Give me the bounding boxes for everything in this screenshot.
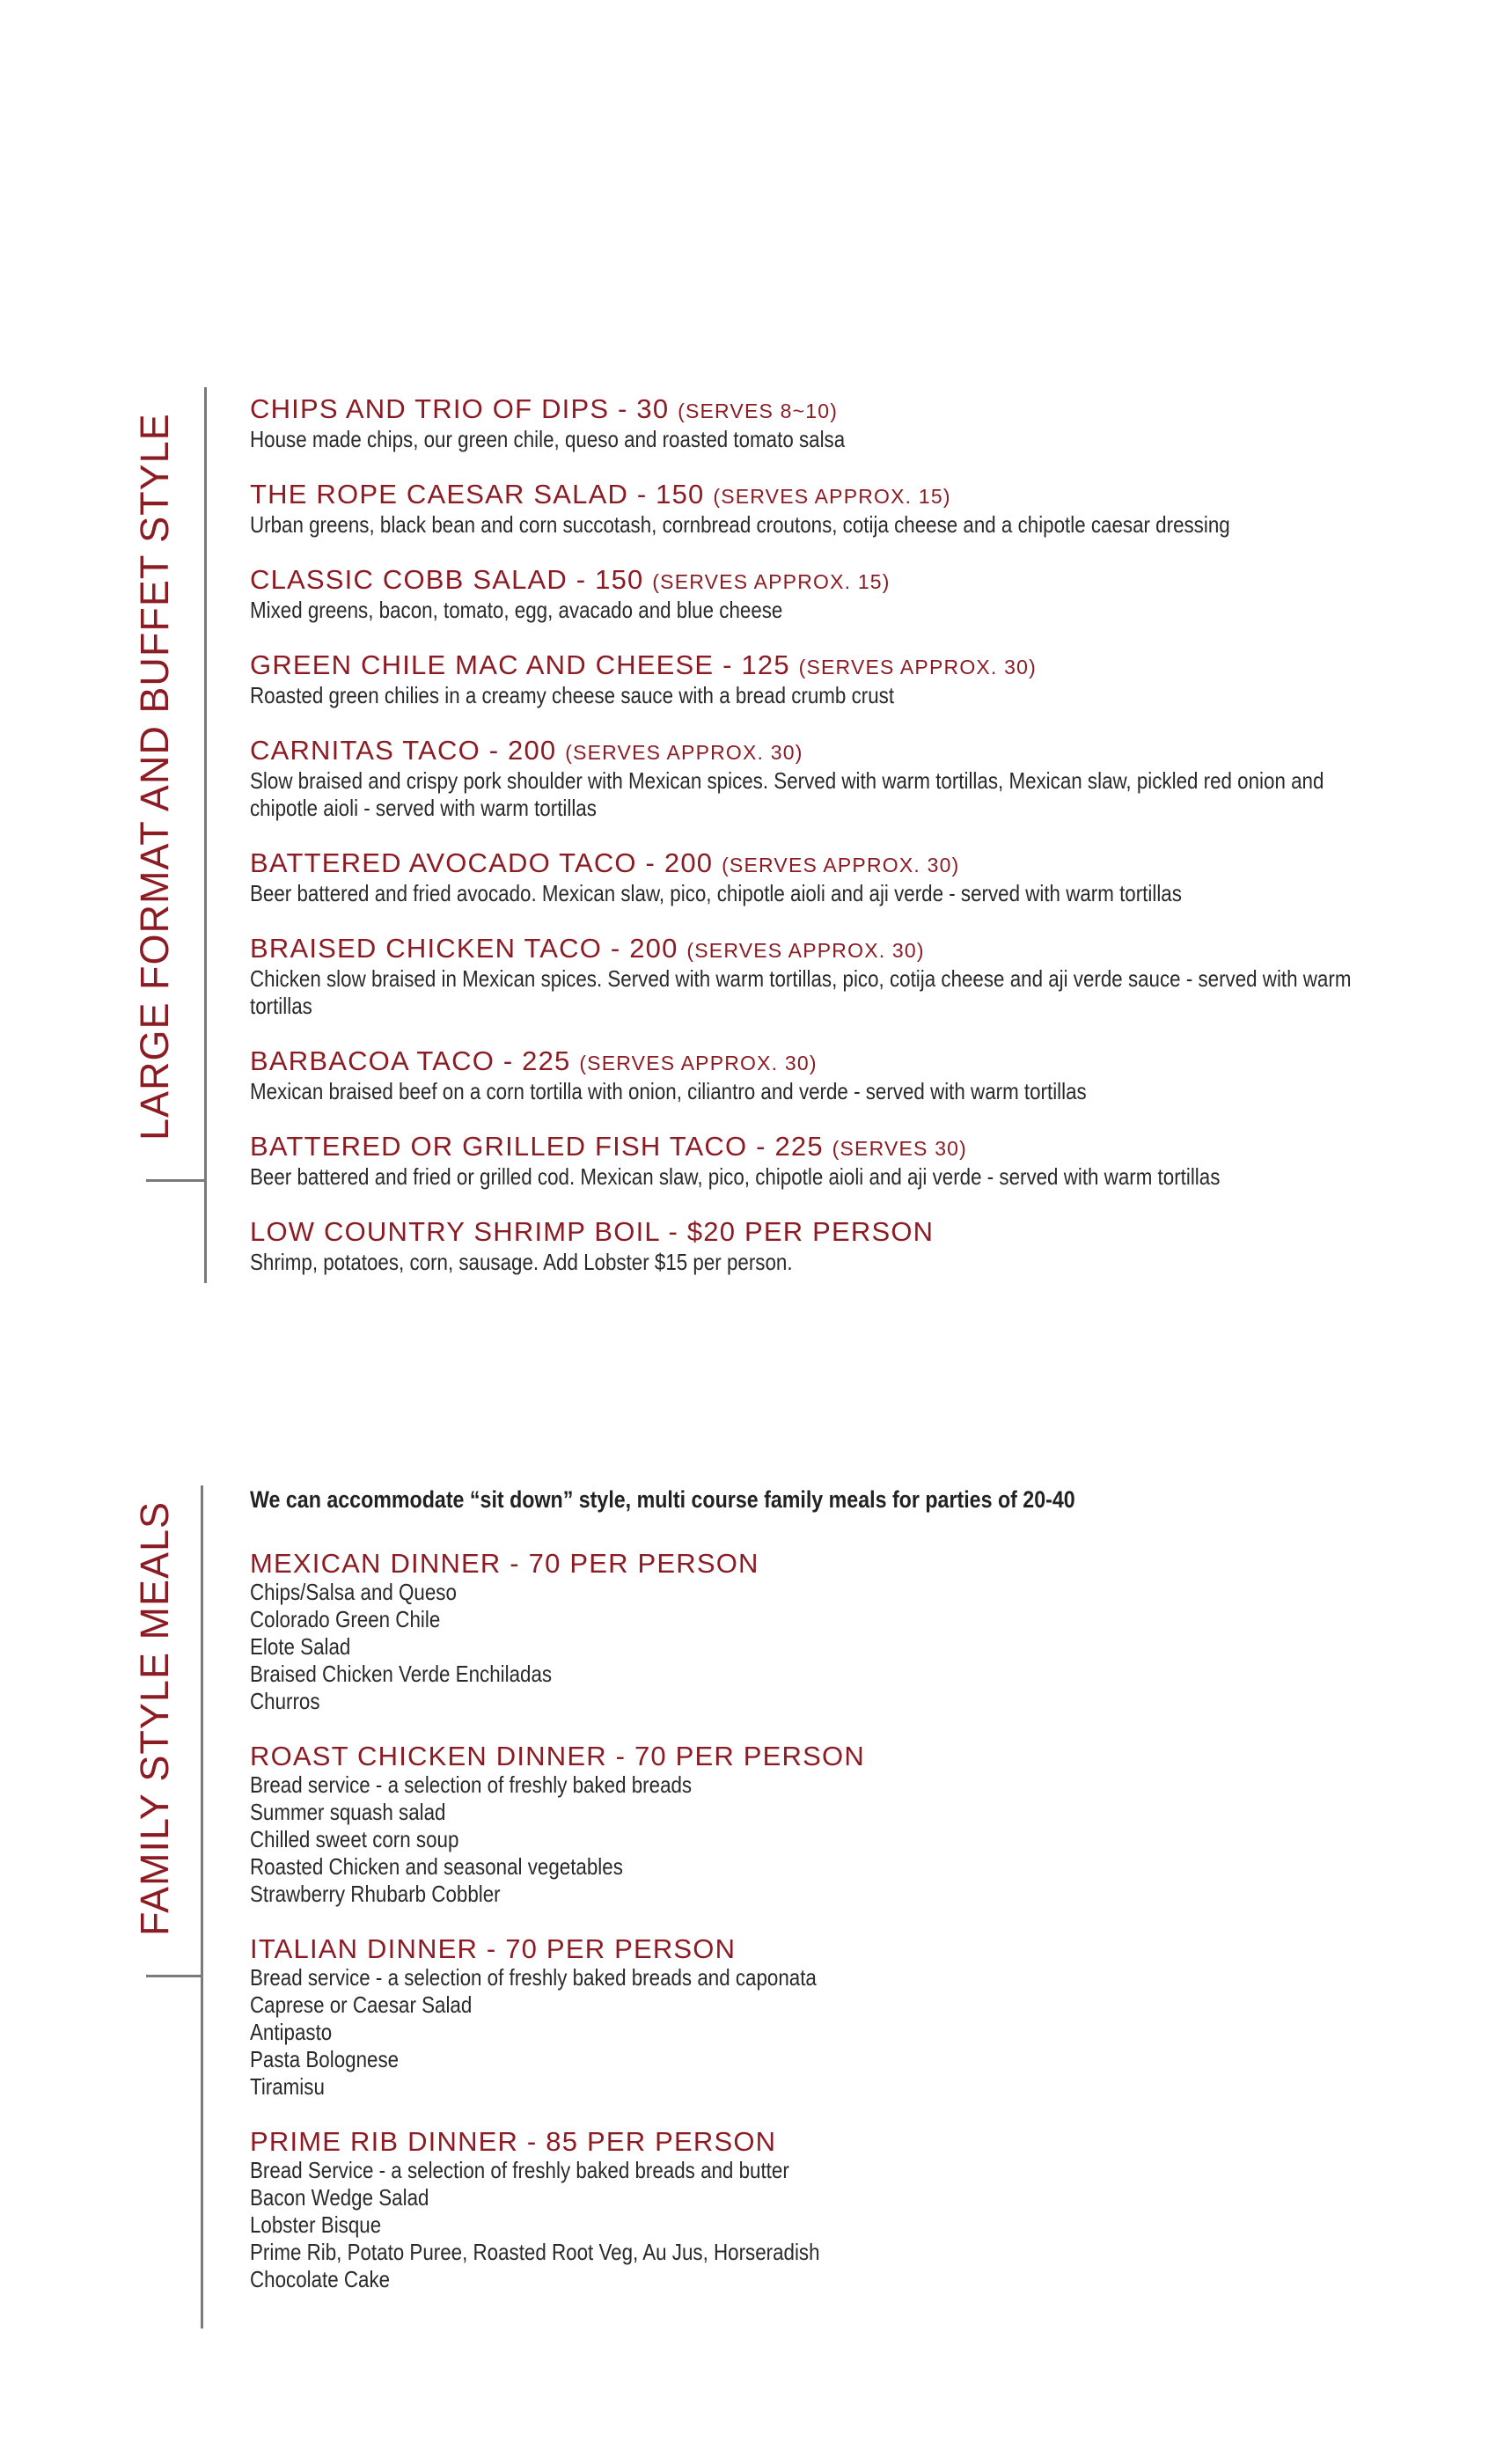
family-meal-course: Colorado Green Chile <box>250 1606 441 1632</box>
menu-item-title: CLASSIC COBB SALAD - 150 (SERVES APPROX. 15) <box>250 564 891 595</box>
menu-item-description: Mixed greens, bacon, tomato, egg, avacado and blue cheese <box>250 597 783 623</box>
family-meal-course: Pasta Bolognese <box>250 2046 400 2072</box>
menu-item <box>250 934 1394 1020</box>
menu-item <box>250 1046 1394 1105</box>
family-style-intro: We can accommodate “sit down” style, multi course family meals for parties of 20-40 <box>250 1486 1075 1513</box>
family-meal-course: Bacon Wedge Salad <box>250 2184 429 2211</box>
family-meal-course: Elote Salad <box>250 1633 351 1660</box>
menu-item-description: Shrimp, potatoes, corn, sausage. Add Lobster $15 per person. <box>250 1249 793 1275</box>
family-style-sidebar <box>0 1485 211 2330</box>
family-meal-course: Summer squash salad <box>250 1799 446 1825</box>
family-meal-course: Churros <box>250 1688 320 1714</box>
family-meal-title: PRIME RIB DINNER - 85 PER PERSON <box>250 2126 777 2157</box>
large-format-section <box>0 387 1496 1285</box>
menu-item-title: LOW COUNTRY SHRIMP BOIL - $20 PER PERSON <box>250 1216 935 1247</box>
menu-item-description: Mexican braised beef on a corn tortilla with onion, ciliantro and verde - served with warm tortillas <box>250 1078 1087 1104</box>
menu-item-title: BATTERED AVOCADO TACO - 200 (SERVES APPROX. 30) <box>250 847 960 878</box>
menu-item-title: BRAISED CHICKEN TACO - 200 (SERVES APPROX. 30) <box>250 933 925 964</box>
menu-item-description: Chicken slow braised in Mexican spices. Served with warm tortillas, pico, cotija cheese and aji verde sauce - served with warm tortillas <box>250 965 1352 1019</box>
menu-item-title: BARBACOA TACO - 225 (SERVES APPROX. 30) <box>250 1045 818 1076</box>
family-style-rule-tick <box>146 1975 202 1977</box>
large-format-items <box>250 394 1394 1302</box>
family-meal-course: Chips/Salsa and Queso <box>250 1579 457 1605</box>
menu-item <box>250 565 1394 624</box>
menu-item-description: House made chips, our green chile, queso and roasted tomato salsa <box>250 426 846 452</box>
menu-item-serves: (SERVES 8~10) <box>678 400 839 422</box>
family-meal-course: Strawberry Rhubarb Cobbler <box>250 1881 501 1907</box>
family-meal-course: Roasted Chicken and seasonal vegetables <box>250 1853 623 1880</box>
family-meal-course: Bread service - a selection of freshly baked breads and caponata <box>250 1964 817 1991</box>
menu-item-description: Beer battered and fried avocado. Mexican slaw, pico, chipotle aioli and aji verde - served with warm tortillas <box>250 880 1182 906</box>
family-meal-courses <box>250 1964 1394 2101</box>
family-meal-course: Chocolate Cake <box>250 2266 391 2292</box>
family-meal-course: Bread Service - a selection of freshly baked breads and butter <box>250 2157 789 2183</box>
menu-item <box>250 736 1394 822</box>
family-meal-courses <box>250 1771 1394 1908</box>
menu-item <box>250 394 1394 453</box>
family-meal <box>250 1549 1394 1715</box>
family-meal-course: Bread service - a selection of freshly baked breads <box>250 1771 693 1798</box>
menu-item <box>250 650 1394 709</box>
family-style-items <box>250 1485 1394 2320</box>
family-meal-title: ITALIAN DINNER - 70 PER PERSON <box>250 1933 737 1964</box>
menu-item-title: CARNITAS TACO - 200 (SERVES APPROX. 30) <box>250 735 803 766</box>
menu-item-serves: (SERVES APPROX. 30) <box>686 939 925 962</box>
family-meal <box>250 1934 1394 2101</box>
family-meal <box>250 2127 1394 2293</box>
menu-item-description: Beer battered and fried or grilled cod. Mexican slaw, pico, chipotle aioli and aji verde - served with warm tortillas <box>250 1163 1221 1190</box>
menu-item <box>250 848 1394 907</box>
family-style-section <box>0 1485 1496 2330</box>
family-meal <box>250 1742 1394 1908</box>
family-meal-course: Chilled sweet corn soup <box>250 1826 459 1852</box>
menu-item-title: CHIPS AND TRIO OF DIPS - 30 (SERVES 8~10) <box>250 393 839 424</box>
menu-item-serves: (SERVES APPROX. 15) <box>713 485 951 508</box>
menu-item-description: Roasted green chilies in a creamy cheese sauce with a bread crumb crust <box>250 682 895 708</box>
large-format-heading: LARGE FORMAT AND BUFFET STYLE <box>132 413 177 1140</box>
family-meal-course: Antipasto <box>250 2019 333 2045</box>
menu-item-serves: (SERVES APPROX. 15) <box>652 570 891 593</box>
family-meal-courses <box>250 1579 1394 1715</box>
menu-item-description: Urban greens, black bean and corn succotash, cornbread croutons, cotija cheese and a chipotle caesar dressing <box>250 511 1230 538</box>
menu-item-serves: (SERVES APPROX. 30) <box>722 854 960 876</box>
large-format-sidebar <box>0 387 211 1285</box>
family-meal-courses <box>250 2157 1394 2293</box>
menu-item-serves: (SERVES 30) <box>832 1137 968 1160</box>
menu-item-serves: (SERVES APPROX. 30) <box>798 656 1037 678</box>
family-meal-course: Tiramisu <box>250 2073 325 2100</box>
large-format-rule <box>204 387 207 1283</box>
large-format-rule-tick <box>146 1179 206 1182</box>
family-meal-course: Lobster Bisque <box>250 2211 382 2238</box>
menu-item-serves: (SERVES APPROX. 30) <box>579 1052 818 1074</box>
menu-item-description: Slow braised and crispy pork shoulder with Mexican spices. Served with warm tortillas, Mexican slaw, pickled red onion and chipotle aioli - served with warm tortillas <box>250 767 1324 821</box>
family-meal-course: Prime Rib, Potato Puree, Roasted Root Veg, Au Jus, Horseradish <box>250 2239 820 2265</box>
menu-item <box>250 1132 1394 1191</box>
family-style-heading: FAMILY STYLE MEALS <box>132 1500 177 1936</box>
family-meal-course: Braised Chicken Verde Enchiladas <box>250 1661 553 1687</box>
menu-item <box>250 1217 1394 1276</box>
menu-item-title: GREEN CHILE MAC AND CHEESE - 125 (SERVES APPROX. 30) <box>250 649 1037 680</box>
menu-item-title: BATTERED OR GRILLED FISH TACO - 225 (SERVES 30) <box>250 1131 968 1162</box>
family-meal-title: ROAST CHICKEN DINNER - 70 PER PERSON <box>250 1741 865 1771</box>
family-meal-title: MEXICAN DINNER - 70 PER PERSON <box>250 1548 759 1579</box>
menu-item <box>250 480 1394 539</box>
menu-item-title: THE ROPE CAESAR SALAD - 150 (SERVES APPROX. 15) <box>250 479 951 510</box>
menu-item-serves: (SERVES APPROX. 30) <box>565 741 803 764</box>
family-meal-course: Caprese or Caesar Salad <box>250 1991 473 2018</box>
family-style-rule <box>201 1485 203 2328</box>
